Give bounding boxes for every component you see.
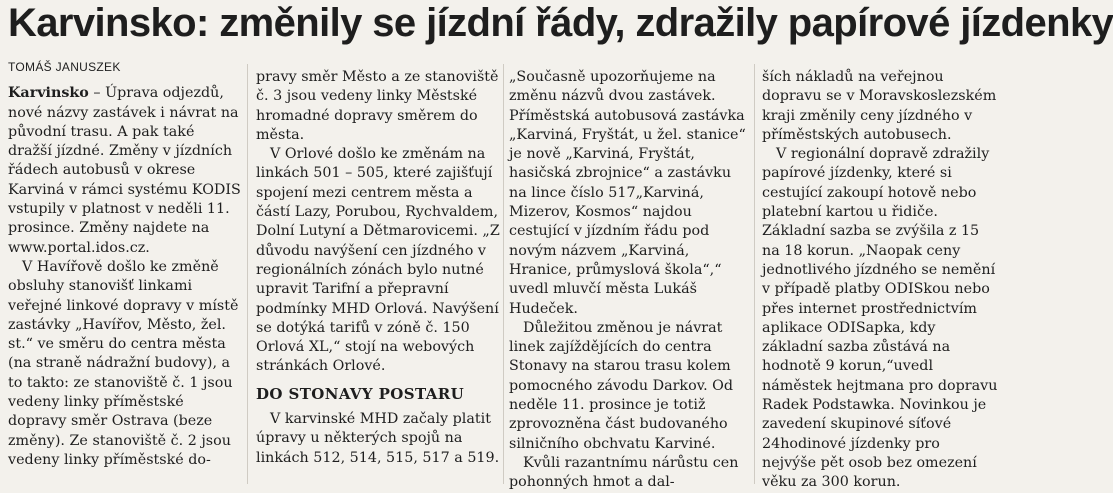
paragraph-ticket-prices: V regionální dopravě zdražily papírové jízdenky, které si cestující zakoupí hotově nebo platební kartou u řidiče. Základní sazba se zvýšila z 15 na 18 korun. „Naopak ceny jednotlivého jízdného se nemění v případě platby ODISkou nebo přes internet prostřednictvím aplikace ODISapka, kdy základní sazba zůstává na hodnotě 9 korun,“uvedl náměstek hejtmana pro dopravu Radek Podstawka. Novinkou je zavedení skupinové síťové 24hodinové jízdenky pro nejvýše pět osob bez omezení věku za 300 korun. [762, 146, 998, 491]
article-column-3 [509, 68, 747, 493]
dateline: Karvinsko [8, 85, 89, 102]
column-divider [754, 64, 755, 484]
lead-paragraph [8, 84, 242, 258]
paragraph-quote-stops: „Současně upozorňujeme na změnu názvů dvou zastávek. Příměstská autobusová zastávka „Karviná, Fryštát, u žel. stanice“ je nově „Karviná, Fryštát, hasičská zbrojnice“ a zastávku na lince číslo 517„Karviná, Mizerov, Kosmos“ najdou cestující v jízdním řádu pod novým názvem „Karviná, Hranice, průmyslová škola“,“ uvedl mluvčí města Lukáš Hudeček. [509, 69, 746, 317]
article-column-2 [256, 68, 500, 468]
paragraph-havirov: V Havířově došlo ke změně obsluhy stanovišť linkami veřejné linkové dopravy v místě zastávky „Havířov, Město, žel. st.“ ve směru do centra města (na straně nádražní budovy), a to takto: ze stanoviště č. 1 jsou vedeny linky příměstské dopravy směr Ostrava (beze změny). Ze stanoviště č. 2 jsou vedeny linky příměstské do- [8, 258, 239, 468]
lead-text: – Úprava odjezdů, nové názvy zastávek i návrat na původní trasu. A pak také dražší jízdné. Změny v jízdních řádech autobusů v okrese Karviná v rámci systému KODIS vstupily v platnost v neděli 11. prosince. Změny najdete na www.portal.idos.cz. [8, 85, 241, 256]
paragraph-stonava: Důležitou změnou je návrat linek zajíždějících do centra Stonavy na starou trasu kolem pomocného závodu Darkov. Od neděle 11. prosince je totiž zprovozněna část budovaného silničního obchvatu Karviné. [509, 319, 734, 452]
paragraph-orlova: V Orlové došlo ke změnám na linkách 501 – 505, které zajišťují spojení mezi centrem města a částí Lazy, Porubou, Rychvaldem, Dolní Lutyní a Dětmarovicemi. „Z důvodu navýšení cen jízdného v regionálních zónách bylo nutné upravit Tarifní a přepravní podmínky MHD Orlová. Navýšení se dotýká tarifů v zóně č. 150 Orlová XL,“ stojí na webových stránkách Orlové. [256, 146, 500, 375]
paragraph-fuel-costs: Kvůli razantnímu nárůstu cen pohonných hmot a dal- [509, 454, 739, 491]
article-headline: Karvinsko: změnily se jízdní řády, zdražily papírové jízdenky [8, 1, 1113, 45]
column-divider [247, 64, 248, 484]
paragraph-karvina-mhd: V karvinské MHD začaly platit úpravy u některých spojů na linkách 512, 514, 515, 517 a 519. [256, 411, 500, 466]
column-divider [503, 64, 504, 484]
author-byline: TOMÁŠ JANUSZEK [8, 60, 121, 74]
paragraph-continued: ších nákladů na veřejnou dopravu se v Moravskoslezském kraji změnily ceny jízdného v příměstských autobusech. [762, 69, 997, 143]
article-column-1 [8, 58, 242, 470]
section-subheading: DO STONAVY POSTARU [256, 384, 465, 403]
paragraph-continued: pravy směr Město a ze stanoviště č. 3 jsou vedeny linky Městské hromadné dopravy směrem do města. [256, 69, 499, 143]
article-column-4 [762, 68, 998, 493]
